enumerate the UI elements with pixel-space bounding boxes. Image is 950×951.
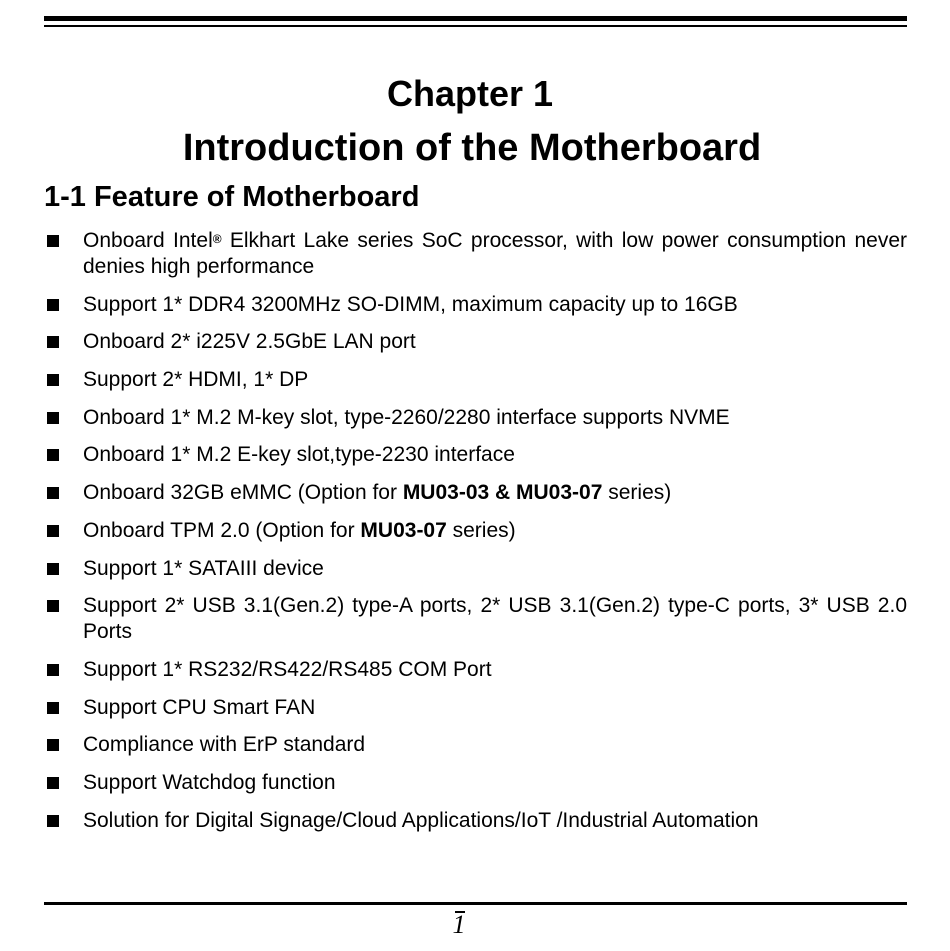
square-bullet-icon (47, 412, 59, 424)
feature-item-lan: Onboard 2* i225V 2.5GbE LAN port (44, 329, 907, 355)
feature-item-ddr4: Support 1* DDR4 3200MHz SO-DIMM, maximum capacity up to 16GB (44, 292, 907, 318)
feature-item-usb: Support 2* USB 3.1(Gen.2) type-A ports, 2* USB 3.1(Gen.2) type-C ports, 3* USB 2.0 Ports (44, 593, 907, 645)
feature-item-erp: Compliance with ErP standard (44, 732, 907, 758)
square-bullet-icon (47, 449, 59, 461)
registered-mark: ® (212, 232, 222, 246)
feature-item-watchdog: Support Watchdog function (44, 770, 907, 796)
square-bullet-icon (47, 702, 59, 714)
feature-list (44, 228, 907, 845)
feature-item-com: Support 1* RS232/RS422/RS485 COM Port (44, 657, 907, 683)
top-rule-thin (44, 25, 907, 27)
page-number: 1 (452, 910, 466, 939)
square-bullet-icon (47, 374, 59, 386)
square-bullet-icon (47, 487, 59, 499)
section-heading: 1-1 Feature of Motherboard (44, 181, 420, 213)
model-names: MU03-03 & MU03-07 (402, 481, 603, 505)
square-bullet-icon (47, 299, 59, 311)
square-bullet-icon (47, 815, 59, 827)
feature-item-m2-ekey: Onboard 1* M.2 E-key slot,type-2230 interface (44, 442, 907, 468)
square-bullet-icon (47, 525, 59, 537)
feature-item-smart-fan: Support CPU Smart FAN (44, 695, 907, 721)
model-name: MU03-07 (360, 518, 447, 542)
square-bullet-icon (47, 600, 59, 612)
square-bullet-icon (47, 235, 59, 247)
feature-item-m2-mkey: Onboard 1* M.2 M-key slot, type-2260/2280 interface supports NVME (44, 405, 907, 431)
top-rule-thick (44, 16, 907, 21)
chapter-subtitle: Introduction of the Motherboard (182, 127, 762, 169)
bottom-rule (44, 902, 907, 905)
feature-item-sata: Support 1* SATAIII device (44, 556, 907, 582)
square-bullet-icon (47, 336, 59, 348)
square-bullet-icon (47, 777, 59, 789)
feature-item-emmc: Onboard 32GB eMMC (Option for MU03-03 & MU03-07 series) (44, 480, 907, 506)
square-bullet-icon (47, 664, 59, 676)
feature-item-tpm: Onboard TPM 2.0 (Option for MU03-07 series) (44, 518, 907, 544)
chapter-title: Chapter 1 (386, 73, 554, 114)
square-bullet-icon (47, 563, 59, 575)
feature-item-solution: Solution for Digital Signage/Cloud Applications/IoT /Industrial Automation (44, 808, 907, 834)
feature-item-display: Support 2* HDMI, 1* DP (44, 367, 907, 393)
square-bullet-icon (47, 739, 59, 751)
feature-item-intel-soc: Onboard Intel® Elkhart Lake series SoC processor, with low power consumption never denies high performance (44, 228, 907, 280)
